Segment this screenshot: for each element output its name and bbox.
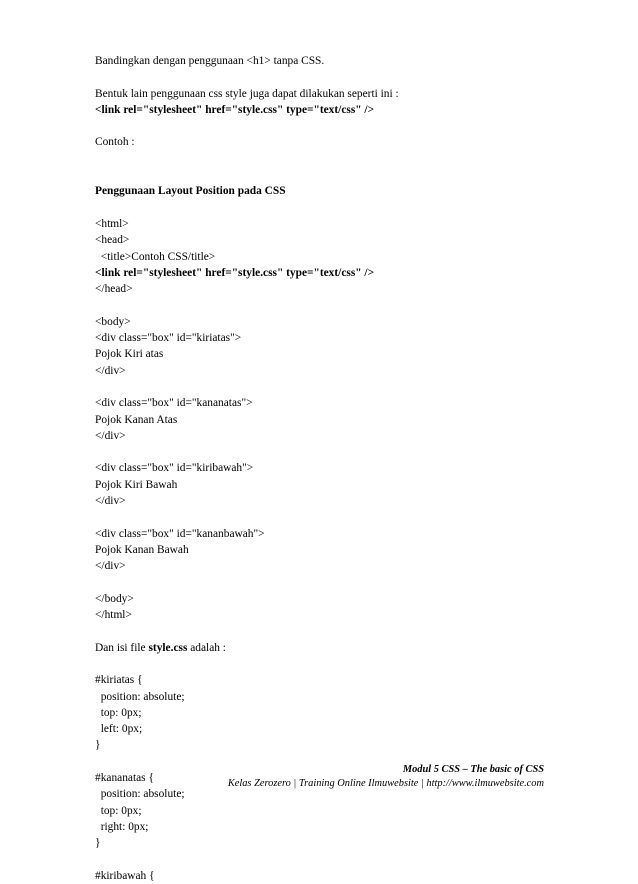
document-line: Penggunaan Layout Position pada CSS	[95, 185, 286, 198]
document-line	[95, 623, 565, 639]
document-line: Bentuk lain penggunaan css style juga dapat dilakukan seperti ini :	[95, 87, 399, 100]
document-line: <link rel="stylesheet" href="style.css" type="text/css" />	[95, 103, 375, 116]
footer-credit: Kelas Zerozero | Training Online Ilmuwebsite | http://www.ilmuwebsite.com	[227, 777, 544, 789]
document-body	[95, 53, 565, 884]
document-line: #kiribawah {	[95, 869, 155, 882]
document-line: <title>Contoh CSS/title>	[95, 250, 216, 263]
document-line: Pojok Kanan Atas	[95, 413, 178, 426]
document-line: }	[95, 739, 101, 752]
document-line: Bandingkan dengan penggunaan <h1> tanpa CSS.	[95, 55, 325, 67]
document-line: #kiriatas {	[95, 674, 143, 687]
line-segment: style.css	[148, 641, 188, 654]
document-line: left: 0px;	[95, 723, 143, 736]
document-line: <div class="box" id="kiriatas">	[95, 332, 242, 345]
document-line: <div class="box" id="kananbawah">	[95, 527, 265, 540]
document-line: <html>	[95, 217, 129, 230]
document-line: Contoh :	[95, 136, 135, 149]
document-line: </div>	[95, 364, 126, 377]
document-line: </head>	[95, 283, 133, 296]
document-line	[95, 656, 565, 672]
footer-module-title: Modul 5 CSS – The basic of CSS	[402, 764, 544, 775]
document-line: <link rel="stylesheet" href="style.css" type="text/css" />	[95, 266, 375, 279]
document-line	[95, 69, 565, 85]
document-line: #kananatas {	[95, 772, 154, 785]
page-footer	[84, 763, 544, 790]
document-line	[95, 297, 565, 313]
document-line: </body>	[95, 592, 134, 605]
document-line: <body>	[95, 315, 131, 328]
document-line: <div class="box" id="kiribawah">	[95, 462, 254, 475]
document-line: </div>	[95, 560, 126, 573]
document-line: top: 0px;	[95, 706, 142, 719]
document-line	[95, 118, 565, 134]
document-line: right: 0px;	[95, 820, 149, 833]
document-line: Pojok Kanan Bawah	[95, 543, 189, 556]
document-line: Pojok Kiri Bawah	[95, 478, 178, 491]
document-line	[95, 444, 565, 460]
document-line	[95, 575, 565, 591]
document-line: position: absolute;	[95, 690, 185, 703]
document-line	[95, 167, 565, 183]
document-line: <head>	[95, 234, 130, 247]
document-line	[95, 200, 565, 216]
line-segment: Dan isi file	[95, 641, 149, 654]
document-line: <div class="box" id="kananatas">	[95, 397, 253, 410]
document-line	[95, 640, 565, 656]
document-line	[95, 509, 565, 525]
document-line: position: absolute;	[95, 788, 185, 801]
document-line: }	[95, 837, 101, 850]
document-line: </div>	[95, 429, 126, 442]
document-line: top: 0px;	[95, 804, 142, 817]
line-segment: adalah :	[187, 641, 226, 654]
document-line	[95, 852, 565, 868]
document-line: </html>	[95, 609, 132, 622]
document-line	[95, 151, 565, 167]
document-line: Pojok Kiri atas	[95, 348, 164, 361]
document-line	[95, 379, 565, 395]
document-line: </div>	[95, 495, 126, 508]
